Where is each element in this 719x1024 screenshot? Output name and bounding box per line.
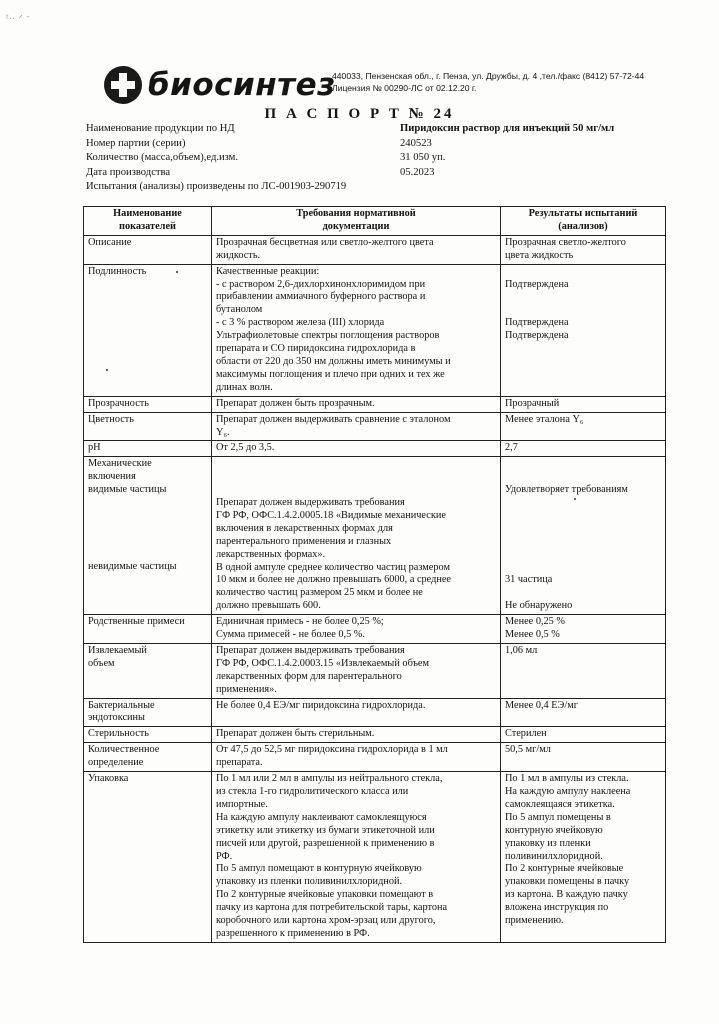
cell-line: [505, 291, 661, 304]
cell-line: упаковку из пленки поливинилхлоридной.: [216, 876, 403, 888]
cell-line: 10 мкм и более не должно превышать 6000, а среднее: [216, 574, 452, 586]
result-cell: [501, 772, 666, 943]
cell-line: Извлекаемый: [88, 644, 147, 656]
requirement-cell: [212, 698, 501, 727]
cell-line: - с раствором 2,6-дихлорхинонхлоримидом при: [216, 278, 426, 290]
cell-line: По 5 ампул помещены в: [505, 811, 611, 823]
cell-line: Бактериальные: [88, 699, 155, 711]
scan-speck: [106, 369, 108, 371]
cell-line: По 5 ампул помещают в контурную ячейковую: [216, 863, 422, 875]
meta-value: 240523: [400, 137, 432, 149]
requirement-cell: [212, 727, 501, 743]
indicator-cell: [84, 235, 212, 264]
cell-line: разрешенного к применению в РФ.: [216, 927, 370, 939]
cell-line: эндотоксины: [88, 712, 145, 724]
indicator-cell: [84, 264, 212, 396]
table-row: [84, 698, 666, 727]
cell-line: [216, 471, 496, 484]
cross-logo-icon: [104, 66, 142, 104]
cell-line: Препарат должен выдерживать сравнение с эталоном: [216, 413, 451, 425]
requirement-cell: [212, 396, 501, 412]
cell-line: парентерального применения и глазных: [216, 535, 392, 547]
indicator-cell: [84, 457, 212, 615]
cell-line: Ультрафиолетовые спектры поглощения растворов: [216, 330, 440, 342]
table-row: [84, 772, 666, 943]
cell-line: Препарат должен быть прозрачным.: [216, 397, 375, 409]
scan-speck: [574, 498, 576, 500]
cell-line: Не обнаружено: [505, 600, 573, 612]
cell-line: [88, 549, 207, 562]
result-cell: [501, 743, 666, 772]
cell-line: вложена инструкция по: [505, 902, 609, 914]
cell-line: Препарат должен быть стерильным.: [216, 728, 375, 740]
requirement-cell: [212, 772, 501, 943]
cell-line: [505, 471, 661, 484]
cell-line: видимые частицы: [88, 484, 167, 496]
cell-line: поливинилхлоридной.: [505, 850, 603, 862]
passport-table: [83, 206, 666, 943]
cell-line: Прозрачный: [505, 397, 560, 409]
cell-line: прибавлении аммиачного буферного раствора и: [216, 291, 426, 303]
cell-line: [505, 587, 661, 600]
cell-line: Менее 0,5 %: [505, 629, 560, 641]
cell-line: из стекла 1-го гидролитического класса или: [216, 786, 409, 798]
cell-line: От 2,5 до 3,5.: [216, 442, 275, 454]
cell-line: количество частиц размером 25 мкм и более не: [216, 587, 423, 599]
cell-line: упаковки помещены в пачку: [505, 876, 630, 888]
result-cell: [501, 412, 666, 441]
cell-line: объем: [88, 657, 115, 669]
cell-line: коробочного или картона хром-эрзац или другого,: [216, 915, 436, 927]
cell-line: [505, 510, 661, 523]
cell-line: Родственные примеси: [88, 616, 185, 628]
cell-line: pH: [88, 442, 101, 454]
address-line: 440033, Пензенская обл., г. Пенза, ул. Дружбы, д. 4 ,тел./факс (8412) 57-72-44: [332, 71, 645, 81]
table-row: [84, 235, 666, 264]
requirement-cell: [212, 412, 501, 441]
cell-line: По 1 мл или 2 мл в ампулы из нейтрального стекла,: [216, 773, 443, 785]
cell-line: Подтверждена: [505, 317, 569, 329]
meta-label: Испытания (анализы) произведены по ЛС-001903-290719: [86, 181, 347, 192]
cell-line: Прозрачная светло-желтого: [505, 236, 626, 248]
requirement-cell: [212, 743, 501, 772]
cell-line: Описание: [88, 236, 132, 248]
indicator-cell: [84, 643, 212, 698]
cell-line: По 2 контурные ячейковые: [505, 863, 624, 875]
cell-line: Стерильность: [88, 728, 149, 740]
cell-line: Подтверждена: [505, 278, 569, 290]
requirement-cell: [212, 264, 501, 396]
result-cell: [501, 698, 666, 727]
cell-line: должно превышать 600.: [216, 600, 321, 612]
requirement-cell: [212, 643, 501, 698]
cell-line: из картона. В каждую пачку: [505, 889, 628, 901]
cell-line: Стерилен: [505, 728, 547, 740]
table-row: [84, 457, 666, 615]
cell-line: 2,7: [505, 442, 518, 454]
cell-line: [505, 523, 661, 536]
cell-line: Препарат должен выдерживать требования: [216, 496, 405, 508]
cell-line: Качественные реакции:: [216, 265, 320, 277]
company-address: [332, 70, 644, 94]
cell-line: препарата.: [216, 757, 263, 769]
cell-line: [505, 304, 661, 317]
indicator-cell: [84, 743, 212, 772]
cell-line: Механические: [88, 458, 152, 470]
cell-line: 31 частица: [505, 574, 553, 586]
cell-line: ГФ РФ, ОФС.1.4.2.0003.15 «Извлекаемый объем: [216, 657, 429, 669]
cell-line: Цветность: [88, 413, 134, 425]
cell-line: применения».: [216, 683, 277, 695]
table-header-row: [84, 207, 666, 236]
cell-line: Препарат должен выдерживать требования: [216, 644, 405, 656]
cell-line: упаковку из пленки: [505, 837, 591, 849]
meta-value: Пиридоксин раствор для инъекций 50 мг/мл: [400, 123, 615, 134]
table-row: [84, 743, 666, 772]
table-row: [84, 615, 666, 644]
meta-value: 31 050 уп.: [400, 152, 446, 163]
table-row: [84, 727, 666, 743]
cell-line: На каждую ампулу наклеена: [505, 786, 631, 798]
indicator-cell: [84, 727, 212, 743]
meta-label: Дата производства: [86, 166, 171, 178]
logo-text: биосинтез: [148, 67, 336, 103]
table-row: [84, 412, 666, 441]
cell-line: [88, 510, 207, 523]
cell-line: - с 3 % раствором железа (III) хлорида: [216, 317, 385, 329]
cell-line: [88, 536, 207, 549]
cell-line: жидкость.: [216, 249, 261, 261]
header-requirements: Требования нормативной документации: [212, 207, 501, 236]
indicator-cell: [84, 615, 212, 644]
cell-line: невидимые частицы: [88, 561, 177, 573]
cell-line: [216, 484, 496, 497]
scan-mark: ᵗ·· ᐟ ᐨ: [6, 14, 30, 25]
table-row: [84, 441, 666, 457]
result-cell: [501, 441, 666, 457]
header-indicator: Наименование показателей: [84, 207, 212, 236]
cell-line: По 1 мл в ампулы из стекла.: [505, 773, 629, 785]
result-cell: [501, 235, 666, 264]
cell-line: [88, 497, 207, 510]
cell-line: 1,06 мл: [505, 644, 538, 656]
cell-line: ГФ РФ, ОФС.1.4.2.0005.18 «Видимые механические: [216, 509, 446, 521]
cell-line: включения в лекарственных формах для: [216, 522, 393, 534]
company-logo: [104, 66, 336, 104]
requirement-cell: [212, 615, 501, 644]
cell-line: импортные.: [216, 798, 268, 810]
cell-line: бутанолом: [216, 304, 263, 316]
cell-line: включения: [88, 471, 136, 483]
cell-line: Менее 0,4 ЕЭ/мг: [505, 699, 578, 711]
cell-line: Количественное: [88, 744, 160, 756]
indicator-cell: [84, 698, 212, 727]
cell-line: [505, 549, 661, 562]
license-line: Лицензия № 00290-ЛС от 02.12.20 г.: [332, 83, 477, 93]
cell-line: Подлинность: [88, 265, 147, 277]
meta-value: 05.2023: [400, 166, 435, 178]
cell-line: [505, 497, 661, 510]
cell-line: От 47,5 до 52,5 мг пиридоксина гидрохлорида в 1 мл: [216, 744, 448, 756]
cell-line: пачку из картона для потребительской тары, картона: [216, 902, 448, 914]
header-results: Результаты испытаний (анализов): [501, 207, 666, 236]
cell-line: [216, 458, 496, 471]
indicator-cell: [84, 441, 212, 457]
cell-line: Упаковка: [88, 773, 129, 785]
cell-line: Не более 0,4 ЕЭ/мг пиридоксина гидрохлорида.: [216, 699, 426, 711]
cell-line: Единичная примесь - не более 0,25 %;: [216, 616, 384, 628]
cell-line: этикетку или этикетку из бумаги этикеточной или: [216, 824, 435, 836]
document-title: П А С П О Р Т № 24: [264, 106, 455, 122]
cell-line: контурную ячейковую: [505, 824, 603, 836]
indicator-cell: [84, 772, 212, 943]
table-row: [84, 643, 666, 698]
result-cell: [501, 615, 666, 644]
cell-line: 50,5 мг/мл: [505, 744, 551, 756]
cell-line: лекарственных форм для парентерального: [216, 670, 402, 682]
cell-line: писчей или другой, разрешенной к применению в: [216, 837, 435, 849]
cell-line: По 2 контурные ячейковые упаковки помещают в: [216, 889, 434, 901]
cell-line: [505, 561, 661, 574]
cell-line: Удовлетворяет требованиям: [505, 484, 628, 496]
cell-line: применению.: [505, 915, 564, 927]
cell-line: На каждую ампулу наклеивают самоклеящуюся: [216, 811, 427, 823]
requirement-cell: [212, 441, 501, 457]
meta-label: Наименование продукции по НД: [86, 123, 235, 134]
cell-line: Прозрачность: [88, 397, 149, 409]
cell-line: препарата и СО пиридоксина гидрохлорида в: [216, 343, 416, 355]
cell-line: [505, 458, 661, 471]
cell-line: Менее эталона Y₆: [505, 413, 584, 425]
cell-line: самоклеящаяся этикетка.: [505, 798, 615, 810]
cell-line: РФ.: [216, 850, 233, 862]
result-cell: [501, 264, 666, 396]
cell-line: максимумы поглощения и плечо при одних и тех же: [216, 368, 445, 380]
cell-line: Менее 0,25 %: [505, 616, 565, 628]
meta-label: Количество (масса,объем),ед.изм.: [86, 152, 239, 163]
cell-line: [505, 536, 661, 549]
cell-line: В одной ампуле среднее количество частиц размером: [216, 561, 450, 573]
result-cell: [501, 457, 666, 615]
cell-line: Y₆.: [216, 426, 230, 438]
cell-line: [88, 523, 207, 536]
table-row: [84, 264, 666, 396]
scan-speck: [176, 271, 178, 273]
cell-line: длинах волн.: [216, 381, 273, 393]
cell-line: Прозрачная бесцветная или светло-желтого цвета: [216, 236, 434, 248]
result-cell: [501, 727, 666, 743]
cell-line: Сумма примесей - не более 0,5 %.: [216, 629, 365, 641]
indicator-cell: [84, 396, 212, 412]
indicator-cell: [84, 412, 212, 441]
cell-line: лекарственных формах».: [216, 548, 326, 560]
requirement-cell: [212, 235, 501, 264]
cell-line: области от 220 до 350 нм должны иметь минимумы и: [216, 355, 451, 367]
cell-line: цвета жидкость: [505, 249, 574, 261]
cell-line: определение: [88, 757, 144, 769]
cell-line: Подтверждена: [505, 330, 569, 342]
meta-label: Номер партии (серии): [86, 137, 186, 149]
result-cell: [501, 396, 666, 412]
table-row: [84, 396, 666, 412]
cell-line: [505, 266, 661, 279]
result-cell: [501, 643, 666, 698]
requirement-cell: [212, 457, 501, 615]
